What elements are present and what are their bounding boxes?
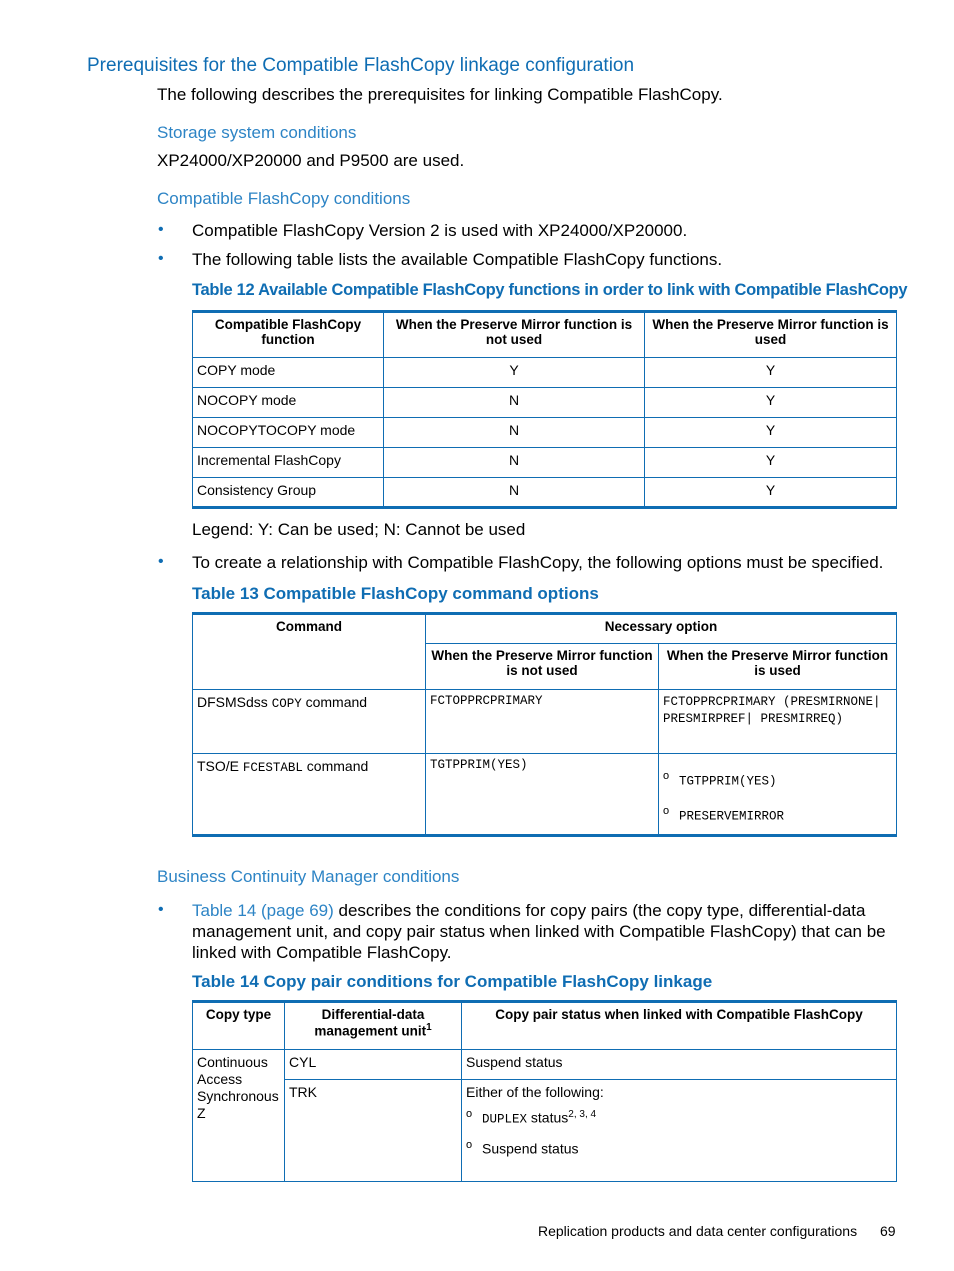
- table-row: [193, 478, 897, 508]
- table12-cell-function: COPY mode: [193, 358, 384, 388]
- table14-cell-status: Suspend status: [462, 1050, 897, 1080]
- table13-header-notused: When the Preserve Mirror function is not used: [426, 644, 659, 690]
- fc-heading: Compatible FlashCopy conditions: [157, 189, 411, 208]
- table13-cell-notused: TGTPPRIM(YES): [426, 754, 659, 836]
- table12-header-notused: When the Preserve Mirror function is not used: [384, 312, 645, 358]
- list-marker-icon: o: [663, 770, 670, 782]
- table13-cell-used: [659, 754, 897, 836]
- table13-r2-pre: TSO/E: [197, 758, 243, 774]
- list-marker-icon: o: [663, 804, 670, 817]
- table12-cell-notused: Y: [384, 358, 645, 388]
- table12-cell-function: NOCOPYTOCOPY mode: [193, 418, 384, 448]
- table12-caption: Table 12 Available Compatible FlashCopy functions in order to link with Compatible FlashCopy: [192, 281, 908, 299]
- table13-cell-command: [193, 754, 426, 836]
- storage-heading: Storage system conditions: [157, 123, 357, 142]
- table13-header-necessary: Necessary option: [426, 614, 897, 644]
- fc-bullet-1: Compatible FlashCopy Version 2 is used with XP24000/XP20000.: [192, 221, 688, 240]
- bullet-icon: •: [158, 553, 164, 570]
- table-row: [193, 690, 897, 754]
- table12-cell-notused: N: [384, 478, 645, 508]
- table-row: [193, 1080, 897, 1182]
- fc-bullet-2: The following table lists the available Compatible FlashCopy functions.: [192, 250, 723, 269]
- table-row: [193, 754, 897, 836]
- table13-cell-notused: FCTOPPRCPRIMARY: [426, 690, 659, 754]
- table12-cell-notused: N: [384, 448, 645, 478]
- table-row: [193, 418, 897, 448]
- table13-cell-command: [193, 690, 426, 754]
- table14-link[interactable]: Table 14 (page 69): [192, 901, 334, 920]
- section-title: Prerequisites for the Compatible FlashCopy linkage configuration: [87, 55, 635, 76]
- table13-caption: Table 13 Compatible FlashCopy command options: [192, 584, 599, 603]
- table13: [192, 612, 897, 837]
- bcm-heading: Business Continuity Manager conditions: [157, 867, 460, 886]
- table12-cell-used: Y: [645, 388, 897, 418]
- footer-text: Replication products and data center configurations: [538, 1223, 858, 1239]
- table13-r2-code: FCESTABL: [242, 761, 303, 775]
- table14-r2-item1-text: status: [527, 1109, 569, 1126]
- table14-header-unit-sup: 1: [426, 1022, 432, 1033]
- table13-cell-used: FCTOPPRCPRIMARY (PRESMIRNONE| PRESMIRPREF| PRESMIRREQ): [659, 690, 897, 754]
- table-row: [193, 448, 897, 478]
- table12-cell-used: Y: [645, 418, 897, 448]
- table12-cell-used: Y: [645, 358, 897, 388]
- table12-cell-notused: N: [384, 418, 645, 448]
- table13-r2-post: command: [302, 758, 369, 774]
- table14-r2-item1-code: DUPLEX: [482, 1112, 528, 1127]
- table14-cell-status: [462, 1080, 897, 1182]
- table12: [192, 310, 897, 509]
- table13-header-command: Command: [193, 614, 426, 690]
- table-row: [193, 358, 897, 388]
- table14-cell-unit: TRK: [285, 1080, 462, 1182]
- table13-header-used: When the Preserve Mirror function is used: [659, 644, 897, 690]
- table-row: [193, 388, 897, 418]
- table14-r2-item1-sup: 2, 3, 4: [568, 1109, 597, 1120]
- section-intro: The following describes the prerequisites for linking Compatible FlashCopy.: [157, 85, 723, 104]
- storage-text: XP24000/XP20000 and P9500 are used.: [157, 151, 465, 170]
- table14-r2-status: Either of the following:: [466, 1084, 604, 1100]
- bcm-paragraph: [192, 900, 898, 963]
- table12-cell-notused: N: [384, 388, 645, 418]
- table14: [192, 1000, 897, 1182]
- table12-cell-used: Y: [645, 448, 897, 478]
- table14-header-copytype: Copy type: [193, 1002, 285, 1050]
- page-number: 69: [880, 1223, 896, 1239]
- list-marker-icon: o: [466, 1108, 473, 1120]
- fc-bullet-3: To create a relationship with Compatible FlashCopy, the following options must be specified.: [192, 553, 884, 572]
- table12-header-used: When the Preserve Mirror function is used: [645, 312, 897, 358]
- table14-cell-unit: CYL: [285, 1050, 462, 1080]
- bcm-text: describes the conditions for copy pairs (the copy type, differential-data management unit, and copy pair status when linked with Compatible FlashCopy) that can be linked with Compatible FlashCopy.: [192, 901, 886, 962]
- table14-r2-item2: Suspend status: [482, 1140, 579, 1157]
- table12-header-function: Compatible FlashCopy function: [193, 312, 384, 358]
- table14-caption: Table 14 Copy pair conditions for Compatible FlashCopy linkage: [192, 972, 713, 991]
- list-marker-icon: o: [466, 1138, 473, 1151]
- table12-cell-function: Incremental FlashCopy: [193, 448, 384, 478]
- fc-legend: Legend: Y: Can be used; N: Cannot be used: [192, 520, 526, 539]
- table13-r2-used-1: TGTPPRIM(YES): [679, 774, 777, 789]
- bullet-icon: •: [158, 250, 164, 267]
- bullet-icon: •: [158, 901, 164, 918]
- table12-cell-used: Y: [645, 478, 897, 508]
- table14-header-status: Copy pair status when linked with Compatible FlashCopy: [462, 1002, 897, 1050]
- table14-cell-copytype: Continuous Access Synchronous Z: [193, 1050, 285, 1182]
- page-break-mask: [180, 1184, 910, 1204]
- bullet-icon: •: [158, 221, 164, 238]
- table13-r1-pre: DFSMSdss: [197, 694, 272, 710]
- table13-r1-code: COPY: [271, 697, 302, 711]
- table13-r2-used-2: PRESERVEMIRROR: [679, 809, 785, 824]
- table-row: [193, 1050, 897, 1080]
- table13-r1-post: command: [301, 694, 368, 710]
- table12-cell-function: NOCOPY mode: [193, 388, 384, 418]
- table14-header-unit: [285, 1002, 462, 1050]
- table12-cell-function: Consistency Group: [193, 478, 384, 508]
- table14-header-unit-text: Differential-data management unit: [314, 1007, 427, 1039]
